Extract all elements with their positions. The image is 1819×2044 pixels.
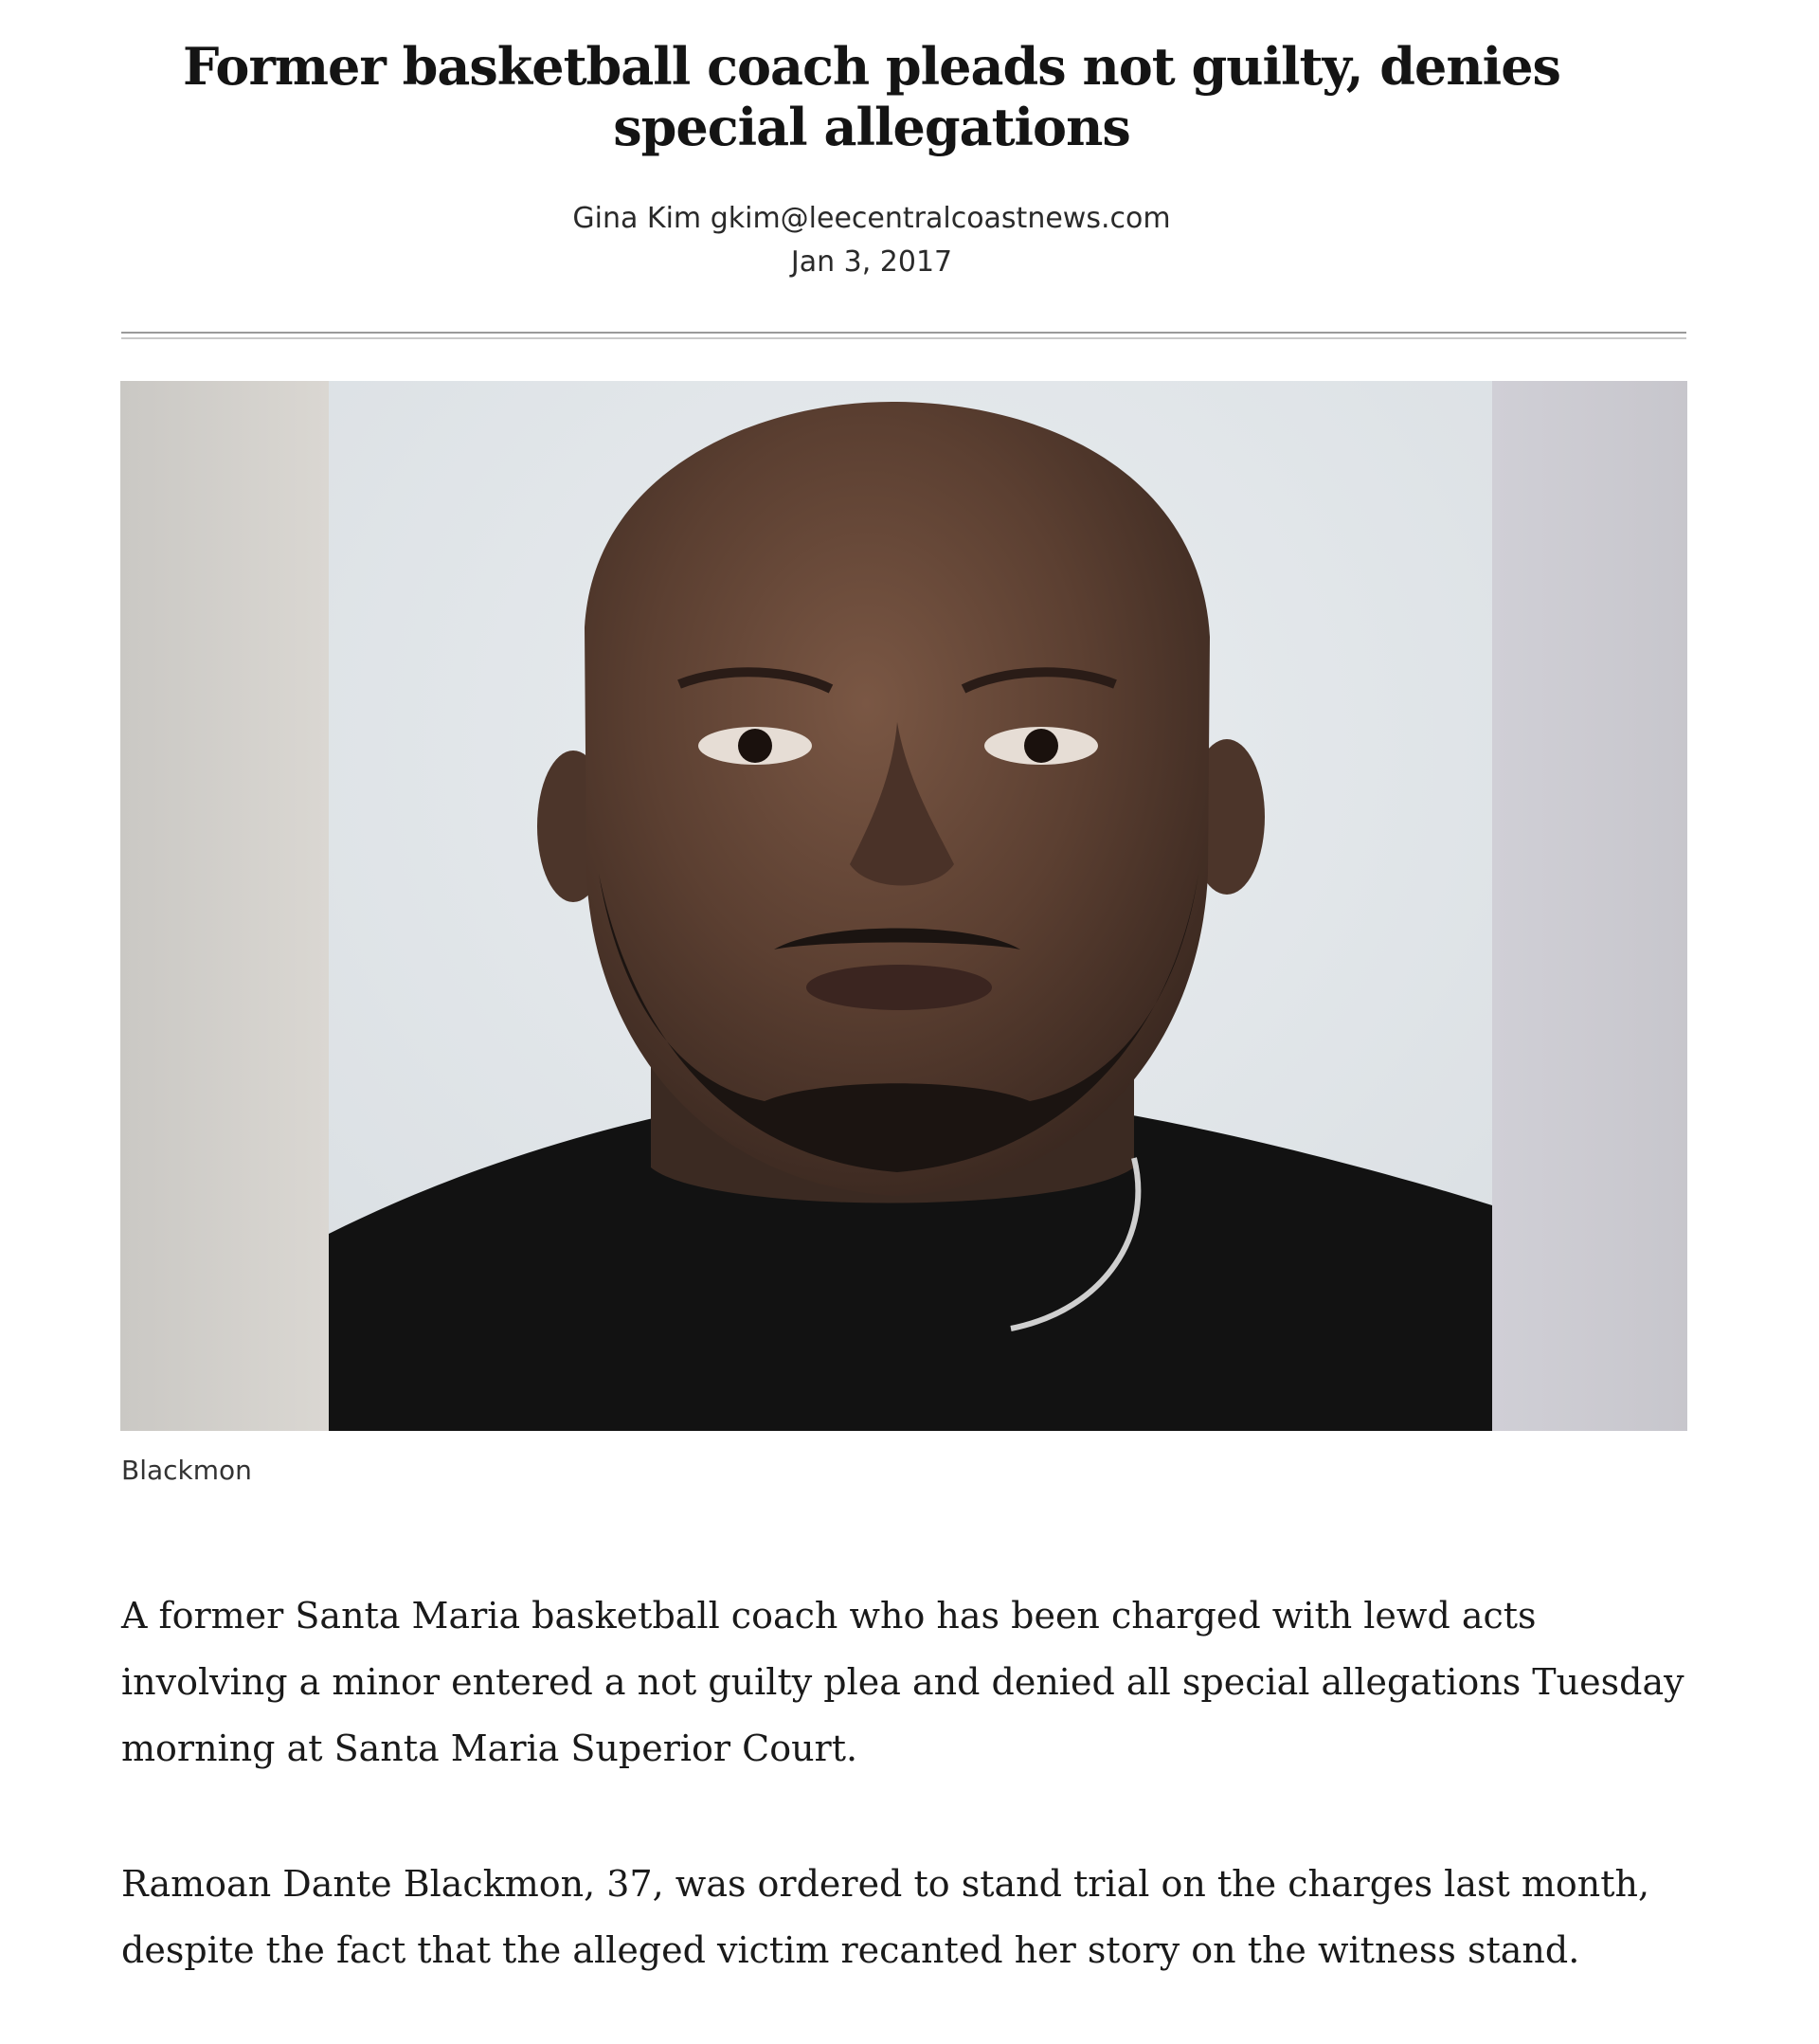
article-headline: Former basketball coach pleads not guilty, denies special allegations	[183, 36, 1560, 157]
mugshot-illustration	[120, 381, 1687, 1431]
article-paragraph: Ramoan Dante Blackmon, 37, was ordered to stand trial on the charges last month, despite the fact that the alleged victim recanted her story on the witness stand.	[121, 1863, 1650, 1971]
author-line: Gina Kim gkim@leecentralcoastnews.com	[572, 202, 1171, 235]
article-photo	[120, 381, 1687, 1431]
header-divider	[121, 332, 1686, 339]
article-paragraph: A former Santa Maria basketball coach who has been charged with lewd acts involving a minor entered a not guilty plea and denied all special allegations Tuesday morning at Santa Maria Superior Court.	[121, 1595, 1684, 1769]
publish-date: Jan 3, 2017	[790, 245, 953, 279]
byline	[398, 197, 1345, 284]
photo-caption: Blackmon	[121, 1455, 252, 1486]
